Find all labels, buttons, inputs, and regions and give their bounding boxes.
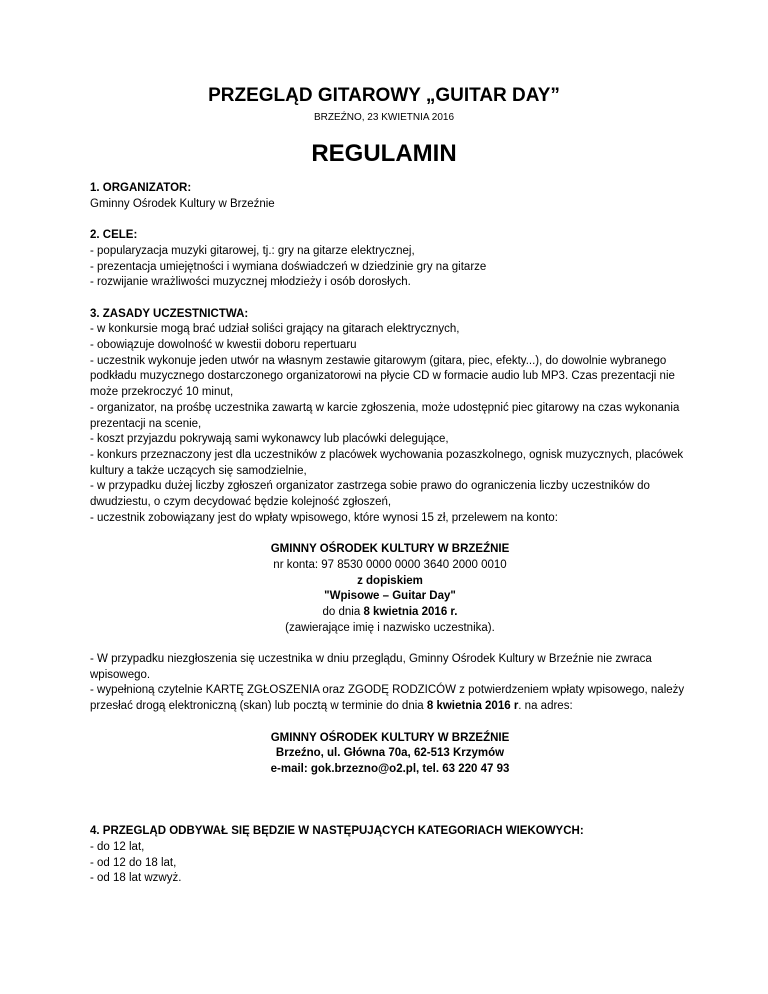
note-label: z dopiskiem <box>357 574 423 587</box>
section-title: 4. PRZEGLĄD ODBYWAŁ SIĘ BĘDZIE W NASTĘPUJĄCYCH KATEGORIACH WIEKOWYCH: <box>90 825 584 838</box>
section-goals <box>90 228 690 291</box>
list-item: - koszt przyjazdu pokrywają sami wykonawcy lub placówki delegujące, <box>90 433 449 446</box>
organizer-address <box>90 731 690 778</box>
payment-deadline <box>90 605 690 621</box>
section-text: Gminny Ośrodek Kultury w Brzeźnie <box>90 197 275 210</box>
document-title: REGULAMIN <box>311 140 457 167</box>
list-item: - organizator, na prośbę uczestnika zawartą w karcie zgłoszenia, może udostępnić piec gitarowy na czas wykonania prezentacji na scenie, <box>90 401 680 430</box>
list-item: - W przypadku niezgłoszenia się uczestnika w dniu przeglądu, Gminny Ośrodek Kultury w Brzeźnie nie zwraca wpisowego. <box>90 653 652 681</box>
section-title: 2. CELE: <box>90 229 138 242</box>
list-item: - konkurs przeznaczony jest dla uczestników z placówek wychowania pozaszkolnego, ognisk muzycznych, placówek kultury a także uczących się samodzielnie, <box>90 448 684 477</box>
address-name: GMINNY OŚRODEK KULTURY W BRZEŹNIE <box>270 731 510 744</box>
payee-name: GMINNY OŚRODEK KULTURY W BRZEŹNIE <box>270 543 510 556</box>
payment-details <box>90 542 690 636</box>
note-value: "Wpisowe – Guitar Day" <box>324 590 456 603</box>
list-item: - w konkursie mogą brać udział soliści grający na gitarach elektrycznych, <box>90 323 460 336</box>
list-item: - od 18 lat wzwyż. <box>90 872 182 885</box>
form-text-end: . na adres: <box>518 700 573 713</box>
list-item: - uczestnik wykonuje jeden utwór na własnym zestawie gitarowym (gitara, piec, efekty...), do dowolnie wybranego podkładu muzycznego dostarczonego organizatorowi na płycie CD w formacie audio lub MP3. Czas prezentacji nie może przekroczyć 10 minut, <box>90 354 675 399</box>
list-item: - popularyzacja muzyki gitarowej, tj.: gry na gitarze elektrycznej, <box>90 244 415 257</box>
section-rules <box>90 307 690 778</box>
list-item: - od 12 do 18 lat, <box>90 856 177 869</box>
form-text: - wypełnioną czytelnie KARTĘ ZGŁOSZENIA oraz ZGODĘ RODZICÓW z potwierdzeniem wpłaty wpisowego, należy przesłać drogą elektroniczną (skan) lub pocztą w terminie do dnia <box>90 684 685 713</box>
section-age-categories <box>90 824 690 887</box>
event-title: PRZEGLĄD GITAROWY „GUITAR DAY” <box>208 85 560 106</box>
event-date-place: BRZEŹNO, 23 KWIETNIA 2016 <box>313 112 455 123</box>
list-item <box>90 683 690 714</box>
account-number: nr konta: 97 8530 0000 0000 3640 2000 0010 <box>273 558 507 571</box>
deadline-prefix: do dnia <box>322 605 364 618</box>
section-title: 3. ZASADY UCZESTNICTWA: <box>90 307 249 320</box>
additional-rules <box>90 652 690 715</box>
list-item: - obowiązuje dowolność w kwestii doboru repertuaru <box>90 339 357 351</box>
list-item: - rozwijanie wrażliwości muzycznej młodzieży i osób dorosłych. <box>90 276 411 289</box>
document-body <box>90 181 690 887</box>
list-item: - w przypadku dużej liczby zgłoszeń organizator zastrzega sobie prawo do ograniczenia liczby uczestników do dwudziestu, o czym decydować będzie kolejność zgłoszeń, <box>90 480 650 509</box>
list-item: - prezentacja umiejętności i wymiana doświadczeń w dziedzinie gry na gitarze <box>90 260 487 273</box>
list-item: - do 12 lat, <box>90 841 145 854</box>
list-item: - uczestnik zobowiązany jest do wpłaty wpisowego, które wynosi 15 zł, przelewem na konto: <box>90 511 558 524</box>
section-organizer <box>90 181 690 212</box>
deadline-date: 8 kwietnia 2016 r. <box>363 605 458 618</box>
form-deadline: 8 kwietnia 2016 r <box>426 700 519 713</box>
deadline-note: (zawierające imię i nazwisko uczestnika). <box>285 621 495 634</box>
address-contact: e-mail: gok.brzezno@o2.pl, tel. 63 220 47 93 <box>270 762 510 775</box>
address-street: Brzeźno, ul. Główna 70a, 62-513 Krzymów <box>275 747 505 760</box>
section-title: 1. ORGANIZATOR: <box>90 182 192 194</box>
